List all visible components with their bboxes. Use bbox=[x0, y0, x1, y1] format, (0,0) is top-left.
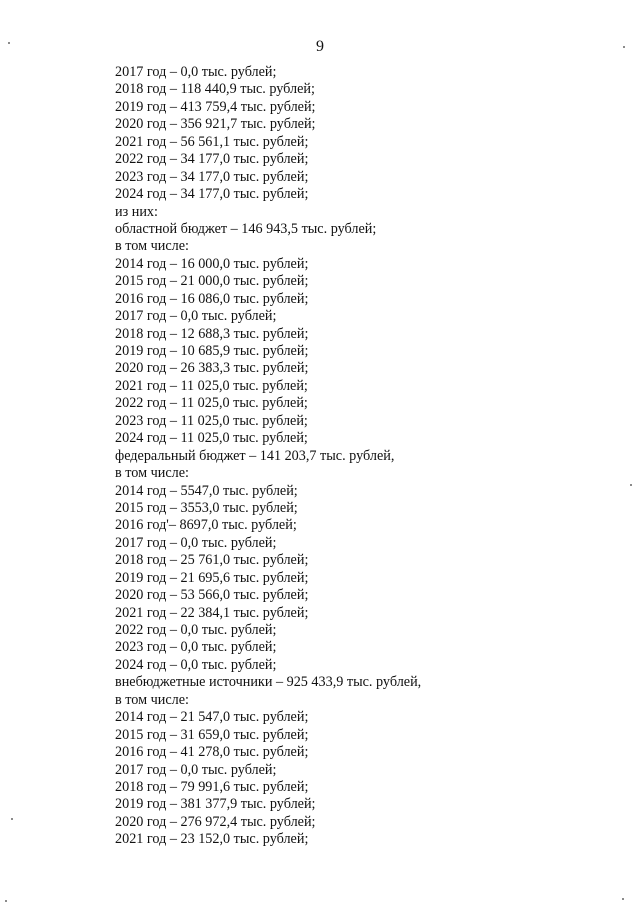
text-line: 2022 год – 34 177,0 тыс. рублей; bbox=[115, 151, 309, 168]
scan-speck bbox=[623, 46, 625, 48]
text-line: 2020 год – 26 383,3 тыс. рублей; bbox=[115, 360, 309, 377]
text-line: 2016 год – 16 086,0 тыс. рублей; bbox=[115, 290, 309, 307]
scan-speck bbox=[630, 484, 632, 486]
text-line: 2021 год – 22 384,1 тыс. рублей; bbox=[115, 604, 309, 621]
scan-speck bbox=[8, 42, 10, 44]
text-line: 2021 год – 11 025,0 тыс. рублей; bbox=[115, 377, 308, 394]
text-line: из них: bbox=[115, 203, 158, 220]
text-line: 2018 год – 79 991,6 тыс. рублей; bbox=[115, 778, 309, 795]
text-line: 2018 год – 12 688,3 тыс. рублей; bbox=[115, 325, 309, 342]
text-line: 2014 год – 5547,0 тыс. рублей; bbox=[115, 482, 298, 499]
text-line: 2022 год – 0,0 тыс. рублей; bbox=[115, 622, 277, 638]
text-line: 2020 год – 53 566,0 тыс. рублей; bbox=[115, 587, 309, 604]
text-line: 2019 год – 10 685,9 тыс. рублей; bbox=[115, 343, 309, 359]
funding-lines bbox=[115, 64, 595, 849]
text-line: 2019 год – 413 759,4 тыс. рублей; bbox=[115, 98, 316, 115]
text-line: 2015 год – 3553,0 тыс. рублей; bbox=[115, 499, 298, 516]
scan-speck bbox=[11, 818, 13, 820]
text-line: в том числе: bbox=[115, 691, 189, 708]
text-line: 2015 год – 21 000,0 тыс. рублей; bbox=[115, 273, 309, 290]
text-line: областной бюджет – 146 943,5 тыс. рублей; bbox=[115, 220, 377, 237]
scan-speck bbox=[5, 900, 7, 902]
text-line: 2018 год – 118 440,9 тыс. рублей; bbox=[115, 81, 315, 98]
text-line: 2017 год – 0,0 тыс. рублей; bbox=[115, 761, 277, 778]
text-line: 2019 год – 21 695,6 тыс. рублей; bbox=[115, 569, 309, 586]
scan-speck bbox=[622, 898, 624, 900]
text-line: 2020 год – 276 972,4 тыс. рублей; bbox=[115, 813, 316, 830]
text-line: в том числе: bbox=[115, 238, 189, 255]
text-line: 2022 год – 11 025,0 тыс. рублей; bbox=[115, 395, 308, 412]
text-line: 2020 год – 356 921,7 тыс. рублей; bbox=[115, 116, 316, 133]
text-line: 2024 год – 0,0 тыс. рублей; bbox=[115, 656, 277, 673]
text-line: федеральный бюджет – 141 203,7 тыс. рублей, bbox=[115, 447, 395, 464]
text-line: в том числе: bbox=[115, 465, 189, 482]
text-line: 2017 год – 0,0 тыс. рублей; bbox=[115, 308, 277, 325]
text-line: 2016 год – 41 278,0 тыс. рублей; bbox=[115, 744, 309, 761]
text-line: 2017 год – 0,0 тыс. рублей; bbox=[115, 64, 277, 80]
text-line: 2021 год – 56 561,1 тыс. рублей; bbox=[115, 133, 309, 150]
text-line: 2023 год – 11 025,0 тыс. рублей; bbox=[115, 412, 308, 429]
text-line: 2024 год – 11 025,0 тыс. рублей; bbox=[115, 430, 308, 447]
text-line: 2014 год – 21 547,0 тыс. рублей; bbox=[115, 709, 309, 726]
text-line: 2023 год – 34 177,0 тыс. рублей; bbox=[115, 168, 309, 185]
text-line: 2017 год – 0,0 тыс. рублей; bbox=[115, 534, 277, 551]
text-line: внебюджетные источники – 925 433,9 тыс. рублей, bbox=[115, 674, 422, 691]
text-line: 2019 год – 381 377,9 тыс. рублей; bbox=[115, 796, 316, 813]
text-line: 2024 год – 34 177,0 тыс. рублей; bbox=[115, 186, 309, 203]
text-line: 2014 год – 16 000,0 тыс. рублей; bbox=[115, 255, 309, 272]
text-line: 2018 год – 25 761,0 тыс. рублей; bbox=[115, 552, 309, 569]
page-number: 9 bbox=[316, 38, 324, 55]
text-line: 2015 год – 31 659,0 тыс. рублей; bbox=[115, 726, 309, 743]
text-line: 2023 год – 0,0 тыс. рублей; bbox=[115, 639, 277, 656]
text-line: 2016 год'– 8697,0 тыс. рублей; bbox=[115, 517, 297, 534]
text-line: 2021 год – 23 152,0 тыс. рублей; bbox=[115, 831, 309, 848]
